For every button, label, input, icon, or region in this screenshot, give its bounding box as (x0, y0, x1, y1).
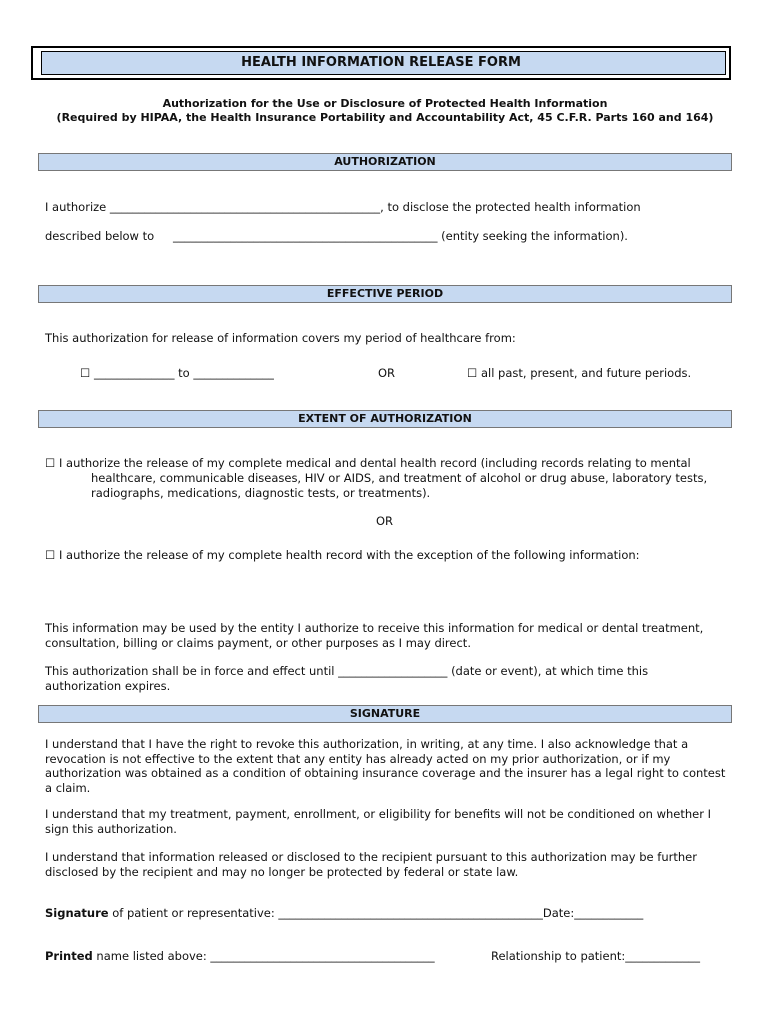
form-title-frame (31, 46, 731, 80)
signature-field[interactable]: ______________________________________________ (278, 906, 543, 920)
section-header-extent: EXTENT OF AUTHORIZATION (38, 410, 732, 428)
all-periods-checkbox[interactable]: ☐ (467, 366, 478, 380)
date-label: Date: (542, 906, 575, 920)
all-periods-label: all past, present, and future periods. (480, 366, 692, 380)
expiration-field[interactable]: ___________________ (338, 664, 448, 678)
signature-bold-label: Signature (45, 906, 109, 920)
relationship-field[interactable]: _____________ (625, 949, 700, 963)
printed-name-row (45, 949, 435, 964)
title-notch-decoration (36, 51, 42, 75)
authorize-prefix: I authorize (45, 200, 107, 214)
effective-period-intro: This authorization for release of information covers my period of healthcare from: (45, 331, 516, 345)
period-range-row (80, 366, 274, 381)
extent-option-2 (45, 548, 640, 563)
subtitle-hipaa: (Required by HIPAA, the Health Insurance Portability and Accountability Act, 45 C.F.R. Parts 160 and 164) (56, 111, 714, 124)
exception-record-label: I authorize the release of my complete health record with the exception of the following information: (58, 548, 640, 562)
authorized-party-field[interactable]: _______________________________________________ (109, 200, 381, 214)
relationship-label: Relationship to patient: (491, 949, 626, 963)
information-use-paragraph: This information may be used by the entity I authorize to receive this information for medical or dental treatment, consultation, billing or claims payment, or other purposes as I may direct. (45, 621, 704, 650)
section-header-signature: SIGNATURE (38, 705, 732, 723)
extent-or-label: OR (376, 514, 394, 528)
signature-row (45, 906, 643, 921)
all-periods-row (467, 366, 691, 381)
force-until-line (45, 664, 648, 679)
printed-name-field[interactable]: _______________________________________ (210, 949, 435, 963)
printed-bold-label: Printed (45, 949, 93, 963)
period-to-field[interactable]: ______________ (193, 366, 274, 380)
exception-record-checkbox[interactable]: ☐ (45, 548, 56, 562)
period-range-checkbox[interactable]: ☐ (80, 366, 91, 380)
extent-option-1-line-1 (45, 456, 691, 471)
force-until-line-2: authorization expires. (45, 679, 171, 693)
section-header-authorization: AUTHORIZATION (38, 153, 732, 171)
force-until-prefix: This authorization shall be in force and effect until (45, 664, 335, 678)
period-from-field[interactable]: ______________ (93, 366, 175, 380)
form-title: HEALTH INFORMATION RELEASE FORM (36, 51, 726, 75)
signature-label: of patient or representative: (112, 906, 275, 920)
redisclosure-paragraph: I understand that information released or disclosed to the recipient pursuant to this authorization may be further disclosed by the recipient and may no longer be protected by federal or state law. (45, 850, 697, 879)
treatment-paragraph: I understand that my treatment, payment, enrollment, or eligibility for benefits will not be conditioned on whether I sign this authorization. (45, 807, 711, 836)
relationship-row (491, 949, 700, 964)
period-or-label: OR (378, 366, 396, 380)
printed-name-label: name listed above: (96, 949, 207, 963)
section-header-effective-period: EFFECTIVE PERIOD (38, 285, 732, 303)
complete-record-checkbox[interactable]: ☐ (45, 456, 56, 470)
revocation-paragraph: I understand that I have the right to revoke this authorization, in writing, at any time. I also acknowledge that a revocation is not effective to the extent that any entity has already acted on my prior authorization, or if my authorization was obtained as a condition of obtaining insurance coverage and the insurer has a legal right to contest a claim. (45, 737, 726, 795)
period-to-label: to (178, 366, 190, 380)
authorize-line-1 (45, 200, 641, 215)
authorize-line-2 (173, 229, 628, 244)
subtitle-authorization: Authorization for the Use or Disclosure of Protected Health Information (162, 97, 608, 110)
force-until-suffix: (date or event), at which time this (451, 664, 649, 678)
described-below-label: described below to (45, 229, 155, 243)
recipient-entity-field[interactable]: ______________________________________________ (173, 229, 438, 243)
date-field[interactable]: ____________ (574, 906, 644, 920)
recipient-entity-suffix: (entity seeking the information). (441, 229, 628, 243)
authorize-suffix: , to disclose the protected health information (380, 200, 641, 214)
extent-option-1-line-3: radiographs, medications, diagnostic tests, or treatments). (91, 486, 431, 500)
extent-option-1-line-2: healthcare, communicable diseases, HIV or AIDS, and treatment of alcohol or drug abuse, laboratory tests, (91, 471, 708, 485)
complete-record-label: I authorize the release of my complete medical and dental health record (including records relating to mental (58, 456, 691, 470)
